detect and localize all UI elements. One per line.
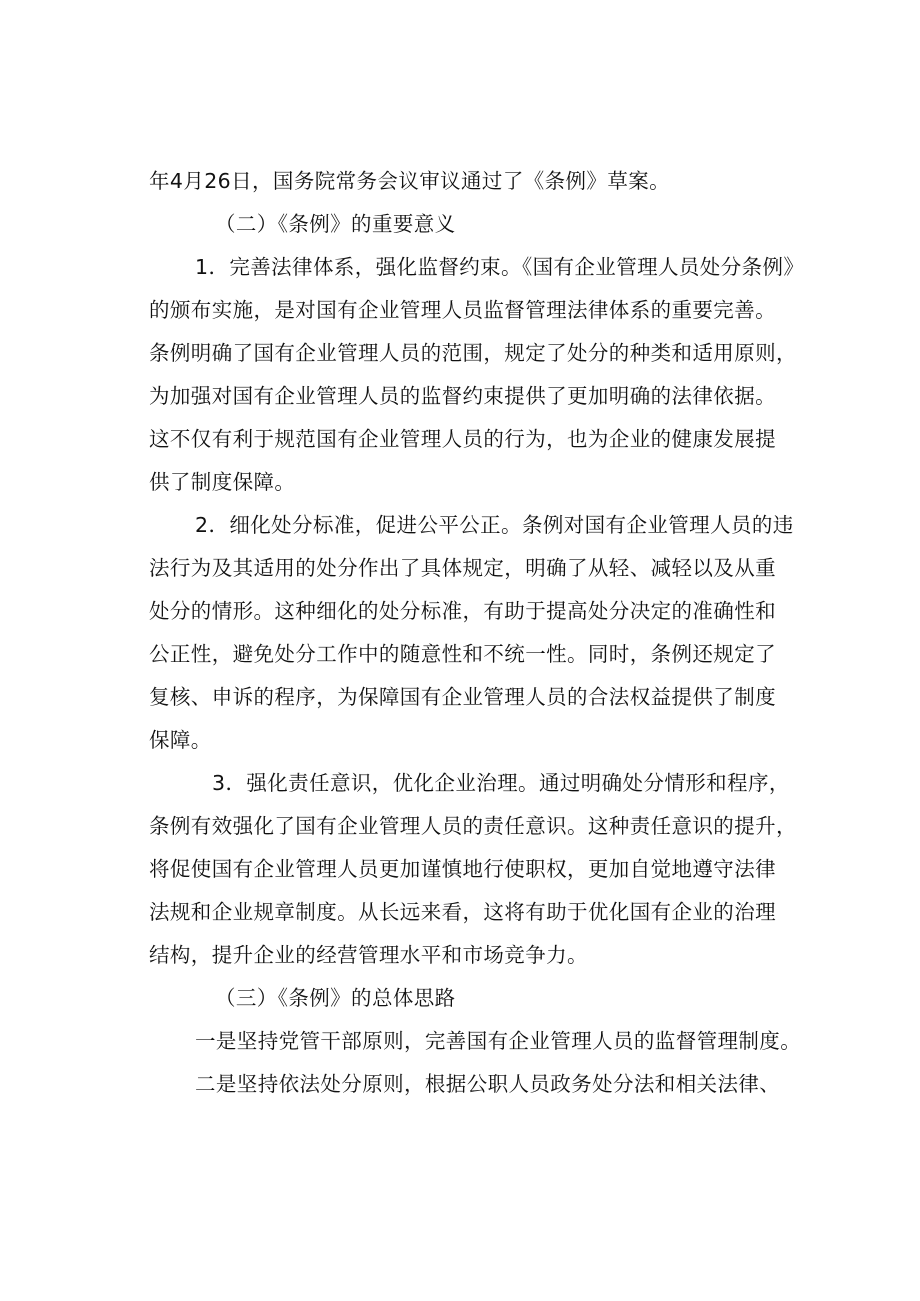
paragraph-line: 条例明确了国有企业管理人员的范围，规定了处分的种类和适用原则， [149, 341, 797, 365]
paragraph-line: 复核、申诉的程序，为保障国有企业管理人员的合法权益提供了制度 [149, 685, 776, 709]
paragraph-line: 将促使国有企业管理人员更加谨慎地行使职权，更加自觉地遵守法律 [149, 857, 776, 881]
paragraph-line: 这不仅有利于规范国有企业管理人员的行为，也为企业的健康发展提 [149, 427, 776, 451]
paragraph-line: 3．强化责任意识，优化企业治理。通过明确处分情形和程序， [212, 771, 790, 795]
paragraph-line: 二是坚持依法处分原则，根据公职人员政务处分法和相关法律、 [195, 1072, 781, 1096]
section-heading: （三）《条例》的总体思路 [215, 986, 456, 1010]
paragraph-line: 结构，提升企业的经营管理水平和市场竞争力。 [149, 943, 588, 967]
paragraph-line: 公正性，避免处分工作中的随意性和不统一性。同时，条例还规定了 [149, 642, 776, 666]
section-heading: （二）《条例》的重要意义 [215, 212, 456, 236]
paragraph-line: 保障。 [149, 728, 212, 752]
paragraph-line: 处分的情形。这种细化的处分标准，有助于提高处分决定的准确性和 [149, 599, 776, 623]
paragraph-line: 2．细化处分标准，促进公平公正。条例对国有企业管理人员的违 [195, 513, 794, 537]
paragraph-line: 法规和企业规章制度。从长远来看，这将有助于优化国有企业的治理 [149, 900, 776, 924]
paragraph-line: 1．完善法律体系，强化监督约束。《国有企业管理人员处分条例》 [195, 255, 805, 279]
paragraph-line: 的颁布实施，是对国有企业管理人员监督管理法律体系的重要完善。 [149, 298, 776, 322]
paragraph-line: 年4月26日，国务院常务会议审议通过了《条例》草案。 [149, 169, 671, 193]
paragraph-line: 为加强对国有企业管理人员的监督约束提供了更加明确的法律依据。 [149, 384, 776, 408]
paragraph-line: 法行为及其适用的处分作出了具体规定，明确了从轻、减轻以及从重 [149, 556, 776, 580]
paragraph-line: 一是坚持党管干部原则，完善国有企业管理人员的监督管理制度。 [195, 1029, 802, 1053]
paragraph-line: 条例有效强化了国有企业管理人员的责任意识。这种责任意识的提升， [149, 814, 797, 838]
paragraph-line: 供了制度保障。 [149, 470, 296, 494]
